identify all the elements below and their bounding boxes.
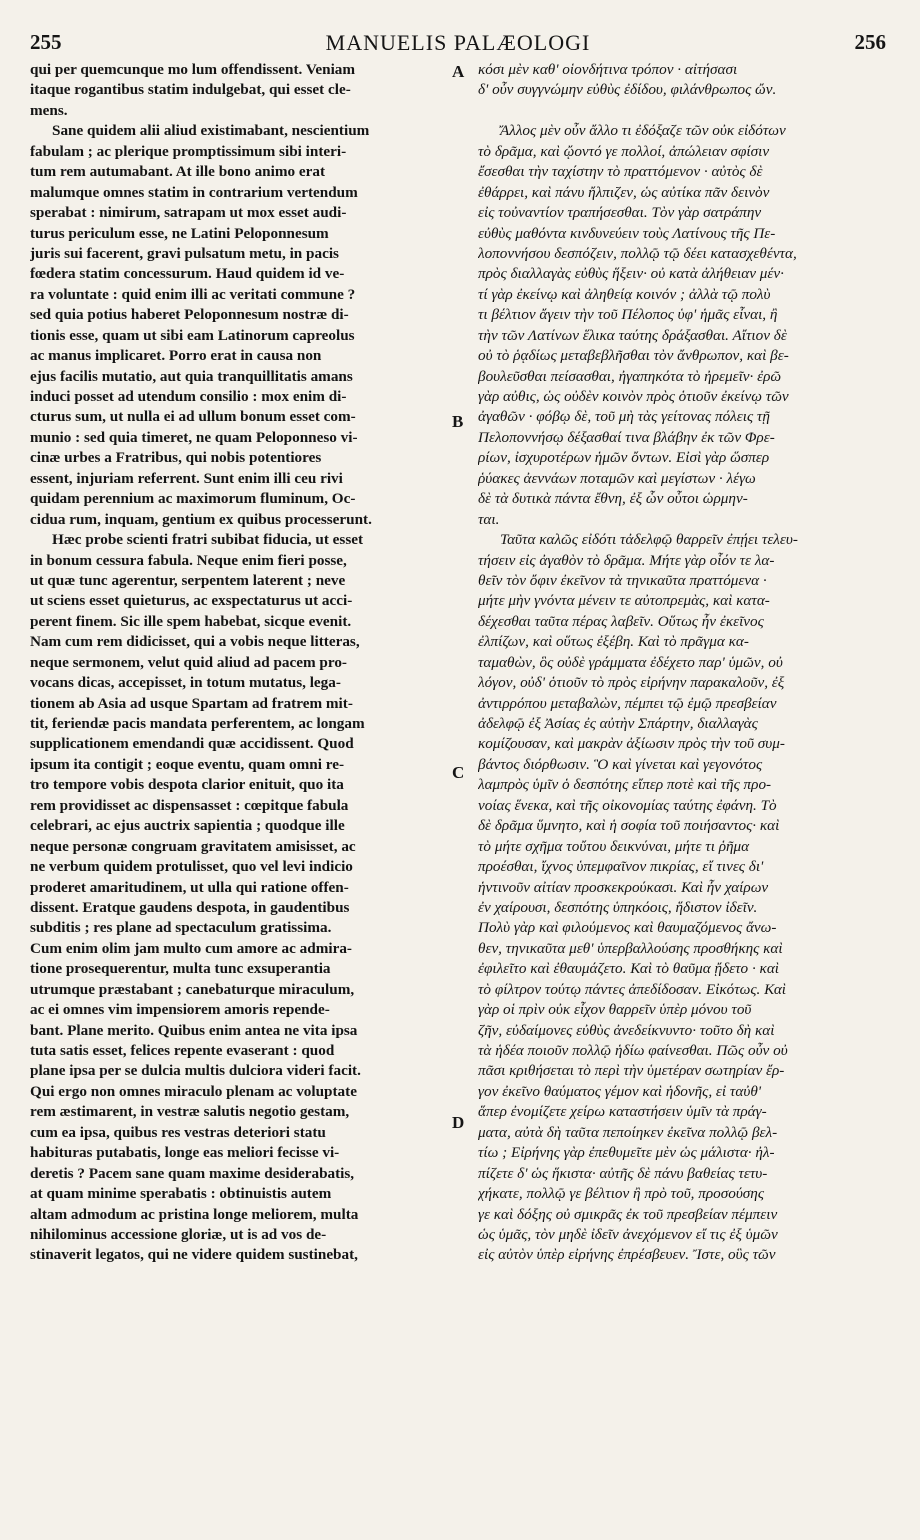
latin-text-line: tionis esse, quam ut sibi eam Latinorum capreolus (30, 326, 355, 344)
greek-text-line: λοποννήσου δεσπόζειν, πολλῷ τῷ δέει κατασχεθέντα, (478, 244, 797, 262)
greek-text-line: ἀγαθῶν · φόβῳ δὲ, τοῦ μὴ τὰς γείτονας πόλεις τῇ (478, 408, 770, 426)
greek-text-line: προέσθαι, ἴχνος ὑπεμφαῖνον πικρίας, εἴ τινες δι' (478, 858, 764, 876)
greek-text-line: εἰς αὐτὸν ὑπὲρ εἰρήνης ἐπρέσβευεν. Ἴστε, οὓς τῶν (478, 1246, 776, 1264)
greek-text-line: τήσειν εἰς ἀγαθὸν τὸ δρᾶμα. Μήτε γὰρ οἷόν τε λα- (478, 551, 775, 569)
greek-text-line: γε καὶ δόξης οὐ σμικρᾶς ἐκ τοῦ πρεσβείαν πέμπειν (478, 1205, 778, 1223)
greek-text-line: Πελοποννήσῳ δέξασθαί τινα βλάβην ἐκ τῶν Φρε- (478, 428, 775, 446)
right-page-number: 256 (854, 30, 886, 54)
latin-text-line: tuta satis esset, felices repente evaserant : quod (30, 1042, 335, 1059)
greek-text-line: λόγον, οὐδ' ὁτιοῦν τὸ πρὸς εἰρήνην παρακαλοῦν, ἐξ (478, 674, 785, 692)
greek-text-line: τί γὰρ ἐκείνῳ καὶ ἀληθείᾳ κοινόν ; ἀλλὰ τῷ πολὺ (478, 285, 771, 303)
greek-text-line: ταμαθὼν, ὃς οὐδὲ γράμματα ἐδέχετο παρ' ὑμῶν, οὐ (478, 653, 783, 671)
greek-text-line: ζῆν, εὐδαίμονες εὐθὺς ἀνεδείκνυντο· τοῦτο δὴ καὶ (478, 1021, 775, 1039)
greek-text-line: τι βέλτιον ἄγειν τὴν τοῦ Πέλοπος ὑφ' ἡμᾶς εἶναι, ἢ (478, 306, 778, 324)
latin-text-line: ut quæ tunc agerentur, serpentem laterent ; neve (30, 571, 346, 589)
latin-text-line: tione prosequerentur, multa tunc exsuperantia (30, 960, 331, 978)
greek-text-column (478, 60, 890, 1266)
latin-text-line: rem providisset ac dispensasset : cœpitque fabula (30, 796, 349, 814)
greek-text-line: ἔσεσθαι τὴν ταχίστην τὸ πραττόμενον · αὐτὸς δὲ (478, 163, 763, 181)
greek-text-line: δὲ δρᾶμα ὕμνητο, καὶ ἡ σοφία τοῦ ποιήσαντος· καὶ (478, 817, 780, 835)
margin-marker-a: A (452, 62, 465, 81)
latin-text-line: rem æstimarent, in vestræ salutis negotio gestam, (30, 1103, 350, 1121)
latin-text-line: ipsum ita contigit ; eoque eventu, quam omni re- (30, 755, 345, 773)
latin-text-line: malumque omnes statim in contrarium vertendum (30, 183, 358, 201)
greek-text-line: Πολὺ γὰρ καὶ φιλούμενος καὶ θαυμαζόμενος ἄνω- (478, 919, 777, 937)
latin-text-line: deretis ? Pacem sane quam maxime desiderabatis, (30, 1164, 355, 1182)
greek-text-line: τὰ ἡδέα ποιοῦν πολλῷ ἡδίω φαίνεσθαι. Πῶς οὖν οὐ (478, 1042, 788, 1059)
greek-text-line: οὐ τὸ ῥᾳδίως μεταβεβλῆσθαι τὸν ἄνθρωπον, καὶ βε- (478, 347, 789, 365)
greek-text-line: τὸ μήτε σχῆμα τοὔτου δεικνύναι, μήτε τι ῥῆμα (478, 837, 750, 855)
latin-text-line: ne verbum quidem protulisset, quo vel levi indicio (30, 858, 353, 876)
latin-text-line: tum rem autumabant. At ille bono animo erat (30, 163, 326, 181)
margin-marker-d: D (452, 1113, 465, 1132)
latin-text-line: neque sermonem, velut quid aliud ad pacem pro- (30, 653, 347, 671)
latin-text-line: fabulam ; ac plerique promptissimum sibi interi- (30, 142, 347, 160)
latin-text-line: tro tempore vobis despota clarior enituit, quo ita (30, 776, 344, 794)
greek-text-line: κόσι μὲν καθ' οἱονδήτινα τρόπον · αἰτήσασι (478, 61, 738, 78)
greek-text-line: βάντος διόρθωσιν. Ὃ καὶ γίνεται καὶ γεγονότος (478, 755, 763, 773)
latin-text-line: qui per quemcunque mo lum offendissent. Veniam (30, 61, 356, 78)
latin-text-line: habituras putabatis, longe eas meliori fecisse vi- (30, 1144, 340, 1162)
greek-text-line: τὸ δρᾶμα, καὶ ᾤοντό γε πολλοί, ἀπώλειαν σφίσιν (478, 142, 770, 160)
latin-text-line: Cum enim olim jam multo cum amore ac admira- (30, 939, 352, 957)
margin-marker-c: C (452, 763, 465, 782)
latin-text-line: turus periculum esse, ne Latini Peloponnesum (30, 224, 329, 242)
latin-text-line: plane ipsa per se dulcia multis dulciora videri facit. (30, 1062, 361, 1080)
latin-text-line: at quam minime sperabatis : obtinuistis autem (30, 1185, 332, 1203)
greek-text-line: ματα, αὐτὰ δὴ ταῦτα πεποίηκεν ἐκεῖνα πολλῷ βελ- (478, 1123, 778, 1141)
latin-text-line: ut sciens esset quieturus, ac exspectaturus ut acci- (30, 592, 353, 610)
latin-text-line: ac ei omnes vim impensiorem amoris repende- (30, 1001, 330, 1019)
latin-text-line: essent, injuriam referrent. Sunt enim illi ceu rivi (30, 469, 343, 487)
left-page-number: 255 (30, 30, 62, 54)
greek-text-line: θεν, τηνικαῦτα μεθ' ὑπερβαλλούσης προσθήκης καὶ (478, 939, 783, 957)
greek-text-line: ἐφιλεῖτο καὶ ἐθαυμάζετο. Καὶ τὸ θαῦμα ᾔδετο · καὶ (478, 960, 780, 978)
greek-text-line: Ἄλλος μὲν οὖν ἄλλο τι ἐδόξαζε τῶν οὐκ εἰδότων (500, 122, 786, 140)
running-header (30, 30, 886, 58)
latin-text-line: ejus facilis mutatio, aut quia tranquillitatis amans (30, 367, 353, 385)
greek-text-line: ἅπερ ἐνομίζετε χείρω καταστήσειν ὑμῖν τὰ πράγ- (478, 1103, 767, 1121)
latin-text-line: ra voluntate : quid enim illi ac veritati commune ? (30, 285, 356, 303)
latin-text-line: bant. Plane merito. Quibus enim antea ne vita ipsa (30, 1021, 358, 1039)
greek-text-line: ἀδελφῷ ἐξ Ἀσίας ἐς αὐτὴν Σπάρτην, διαλλαγὰς (478, 715, 758, 732)
greek-text-line: πίζετε δ' ὡς ἥκιστα· αὐτῆς δὲ πάνυ βαθείας τετυ- (478, 1164, 768, 1182)
greek-text-line: βουλεῦσθαι πείσασθαι, ἠγαπηκότα τὸ ἠρεμεῖν· ἐρῶ (478, 367, 782, 385)
greek-text-line: εἰς τοὐναντίον τραπήσεσθαι. Τὸν γὰρ σατράπην (478, 204, 762, 222)
greek-text-line: γὰρ αὐθις, ὡς οὐδὲν κοινὸν πρὸς ὁτιοῦν ἐκείνῳ τῶν (478, 388, 789, 405)
greek-text-line: πᾶσι κριθήσεται τὸ περὶ τὴν ὑμετέραν σωτηρίαν ἔρ- (478, 1062, 785, 1080)
latin-text-line: juris sui facerent, gravi pulsatum metu, in pacis (30, 244, 339, 262)
latin-text-line: vocans dicas, accepisset, in totum mutatus, lega- (30, 674, 341, 692)
greek-text-line: ἡντινοῦν αἰτίαν προσκεκρούκασι. Καὶ ἦν χαίρων (478, 878, 769, 896)
greek-text-line: ὡς ὑμᾶς, τὸν μηδὲ ἰδεῖν ἀνεχόμενον εἴ τις ἐξ ὑμῶν (478, 1225, 778, 1243)
greek-text-line: γον ἐκεῖνο θαύματος γέμον καὶ ἡδονῆς, εἰ ταὐθ' (478, 1082, 762, 1100)
latin-text-line: cinæ urbes a Fratribus, qui nobis potentiores (30, 449, 322, 467)
latin-text-line: cturus sum, ut nulla ei ad ullum bonum esset com- (30, 408, 356, 426)
latin-text-line: dissent. Eratque gaudens despota, in gaudentibus (30, 898, 350, 916)
latin-text-line: induci posset ad utendum consilio : mox enim di- (30, 388, 347, 405)
latin-text-line: cidua rum, inquam, gentium ex quibus processerunt. (30, 510, 372, 528)
greek-text-line: τὸ φίλτρον τούτῳ πάντες ἀπεδίδοσαν. Εἰκότως. Καὶ (478, 980, 787, 998)
greek-text-line: δὲ τὰ δυτικὰ πάντα ἔθνη, ἐξ ὧν οὗτοι ὡρμην- (478, 490, 748, 508)
greek-text-line: ται. (478, 510, 500, 528)
greek-text-line: πρὸς διαλλαγὰς εὐθὺς ἥξειν· οὐ κατὰ ἀλήθειαν μέν· (478, 265, 784, 283)
greek-text-line: μήτε μὴν γνόντα μένειν τε αὐτοπρεμὰς, καὶ κατα- (478, 592, 770, 610)
latin-text-line: tit, feriendæ pacis mandata perferentem, ac longam (30, 715, 365, 732)
greek-text-line: ρίων, ἰσχυροτέρων ἡμῶν ὄντων. Εἰσὶ γὰρ ὥσπερ (478, 449, 770, 467)
greek-text-line: κομίζουσαν, καὶ μακρὰν ἀξίωσιν πρὸς τὴν τοῦ συμ- (478, 735, 785, 753)
greek-text-line: Ταῦτα καλῶς εἰδότι τἀδελφῷ θαρρεῖν ἐπῄει τελευ- (500, 531, 798, 549)
latin-text-line: itaque rogantibus statim indulgebat, qui esset cle- (30, 81, 351, 99)
latin-text-line: Nam cum rem didicisset, qui a vobis neque litteras, (30, 633, 360, 651)
latin-text-line: sperabat : nimirum, satrapam ut mox esset audi- (30, 204, 347, 222)
greek-text-line: ἀντιρρόπου μεταβαλὼν, πέμπει τῷ ἐμῷ πρεσβείαν (478, 694, 777, 712)
margin-marker-b: B (452, 412, 464, 431)
greek-text-line: χήκατε, πολλῷ γε βέλτιον ἢ πρὸ τοῦ, προσούσης (478, 1185, 764, 1203)
latin-text-line: celebrari, ac ejus auctrix sapientia ; quodque ille (30, 817, 345, 835)
greek-text-line: δέχεσθαι ταῦτα πέρας λαβεῖν. Οὕτως ἦν ἐκεῖνος (478, 612, 764, 630)
greek-text-line: γὰρ οἱ πρὶν οὐκ εἶχον θαρρεῖν ὑπὲρ μόνου τοῦ (478, 1001, 752, 1019)
greek-text-line: ῥύακες ἀεννάων ποταμῶν καὶ μεγίστων · λέγω (478, 469, 756, 487)
latin-text-line: altam admodum ac pristina longe meliorem, multa (30, 1205, 359, 1223)
greek-text-line: δ' οὖν συγγνώμην εὐθὺς ἐδίδου, φιλάνθρωπος ὤν. (478, 81, 777, 99)
latin-text-line: munio : sed quia timeret, ne quam Peloponneso vi- (30, 428, 358, 446)
latin-text-line: Sane quidem alii aliud existimabant, nescientium (52, 122, 370, 140)
latin-text-line: neque personæ congruam gravitatem amisisset, ac (30, 837, 356, 855)
latin-text-line: Hæc probe scienti fratri subibat fiducia, ut esset (52, 531, 364, 549)
greek-text-line: εὐθὺς μαθόντα κινδυνεύειν τοὺς Λατίνους τῆς Πε- (478, 224, 776, 242)
latin-text-line: proderet amaritudinem, ut ulla qui ratione offen- (30, 878, 349, 896)
greek-text-line: ἐλπίζων, καὶ οὕτως ἐξέβη. Καὶ τὸ πρᾶγμα κα- (478, 633, 749, 651)
latin-text-line: ac manus implicaret. Porro erat in causa non (30, 347, 322, 365)
latin-text-line: Qui ergo non omnes miraculo plenam ac voluptate (30, 1082, 357, 1100)
latin-text-line: quidam perennium ac maximorum fluminum, Oc- (30, 490, 356, 508)
latin-text-line: mens. (30, 101, 68, 119)
latin-text-line: in bonum cessura fabula. Neque enim fieri posse, (30, 551, 347, 569)
latin-text-line: nihilominus accessione gloriæ, ut is ad vos de- (30, 1225, 327, 1243)
latin-text-line: fœdera statim concessurum. Haud quidem id ve- (30, 265, 345, 283)
greek-text-line (478, 101, 890, 121)
latin-text-line: supplicationem emendandi quæ accidissent. Quod (30, 735, 354, 753)
greek-text-line: ἐν χαίρουσι, δεσπότης ὑπηκόοις, ἥδιστον ἰδεῖν. (478, 898, 758, 916)
greek-text-line: λαμπρὸς ὑμῖν ὁ δεσπότης εἴπερ ποτὲ καὶ τῆς προ- (478, 776, 772, 794)
greek-text-line: τίω ; Εἰρήνης γὰρ ἐπεθυμεῖτε μὲν ὡς μάλιστα· ἠλ- (478, 1144, 775, 1162)
latin-text-line: tionem ab Asia ad usque Spartam ad fratrem mit- (30, 694, 353, 712)
greek-text-line: θεῖν τὸν ὄφιν ἐκεῖνον τὰ τηνικαῦτα πραττόμενα · (478, 571, 767, 589)
greek-text-line: τὴν τῶν Λατίνων ἕλικα ταύτης δράξασθαι. Αἴτιον δὲ (478, 326, 787, 344)
latin-text-column (30, 60, 448, 1266)
running-title: MANUELIS PALÆOLOGI (325, 30, 591, 55)
latin-text-line: perent finem. Sic ille spem habebat, sicque evenit. (30, 612, 352, 630)
latin-text-line: cum ea ipsa, quibus res vestras deteriori statu (30, 1123, 326, 1141)
latin-text-line: sed quia potius haberet Peloponnesum nostræ di- (30, 306, 349, 324)
greek-text-line: ἐθάρρει, καὶ πάνυ ἤλπιζεν, ὡς αὐτίκα πᾶν δεινὸν (478, 183, 770, 201)
latin-text-line: stinaverit legatos, qui ne videre quidem sustinebat, (30, 1246, 358, 1264)
latin-text-line: utrumque præstabant ; canebaturque miraculum, (30, 980, 355, 998)
greek-text-line: νοίας ἕνεκα, καὶ τῆς οἰκονομίας ταύτης ἐφάνη. Τὸ (478, 796, 777, 814)
latin-text-line: subditis ; res plane ad spectaculum gratissima. (30, 919, 332, 937)
